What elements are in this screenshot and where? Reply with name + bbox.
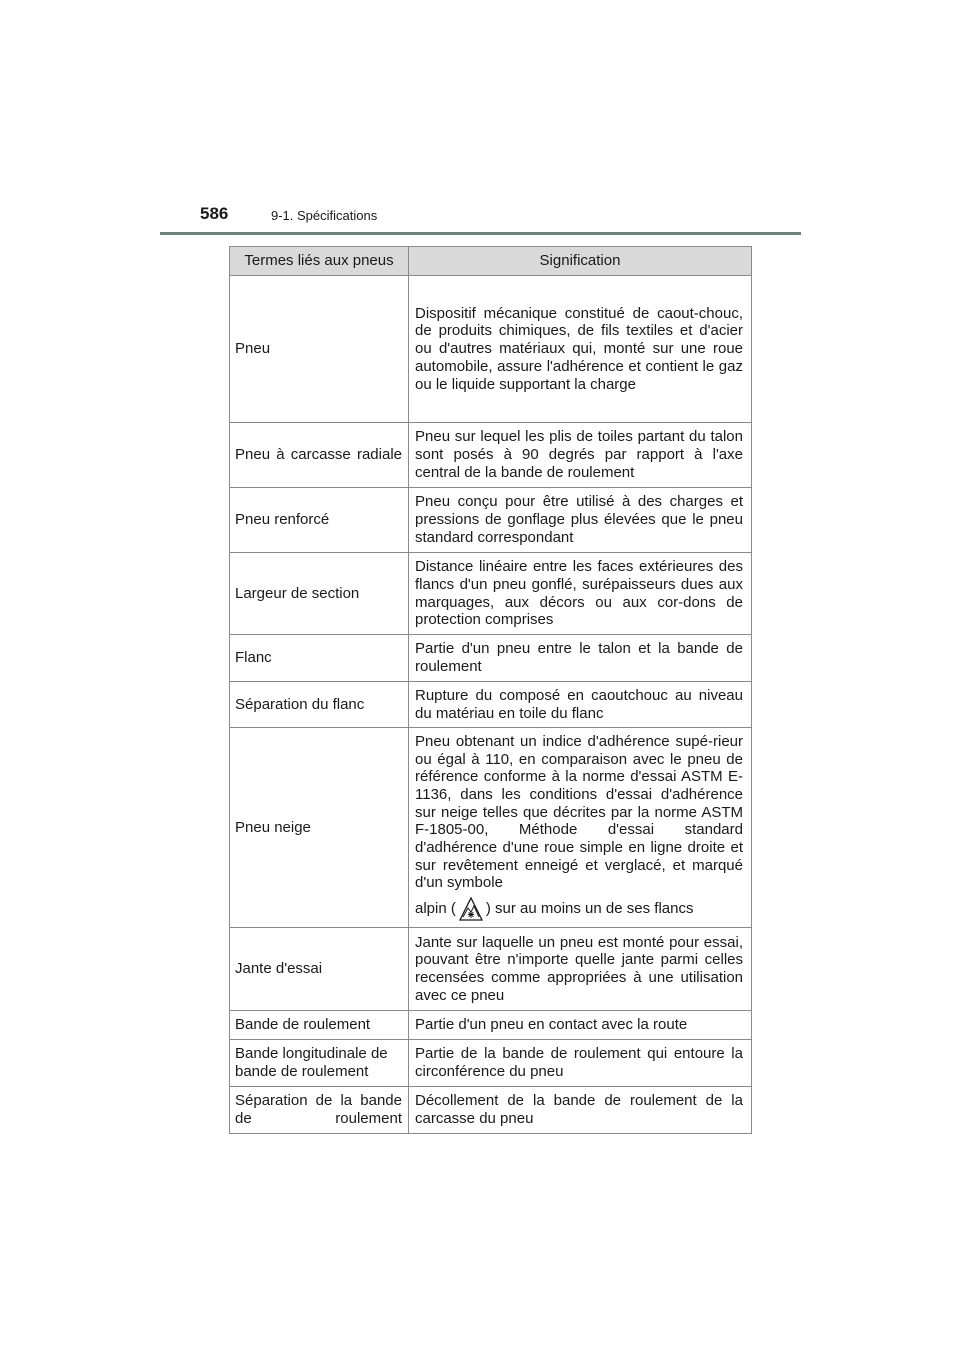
column-header-term: Termes liés aux pneus	[230, 247, 409, 276]
table-header-row	[230, 247, 752, 276]
meaning-cell: Dispositif mécanique constitué de caout-chouc, de produits chimiques, de fils textiles et d'acier ou d'autres matériaux qui, monté sur une roue automobile, assure l'adhérence et contient le gaz ou le liquide supportant la charge	[409, 276, 752, 423]
header-divider	[160, 232, 801, 235]
meaning-cell: Pneu sur lequel les plis de toiles partant du talon sont posés à 90 degrés par rapport à l'axe central de la bande de roulement	[409, 423, 752, 488]
table-row	[230, 928, 752, 1011]
table-row	[230, 553, 752, 635]
term-cell: Bande longitudinale de bande de roulement	[230, 1040, 409, 1087]
table-row	[230, 1087, 752, 1134]
column-header-meaning: Signification	[409, 247, 752, 276]
term-cell: Jante d'essai	[230, 928, 409, 1011]
term-cell: Largeur de section	[230, 553, 409, 635]
term-cell: Bande de roulement	[230, 1011, 409, 1040]
term-cell: Pneu à carcasse radiale	[230, 423, 409, 488]
alpine-snow-symbol-icon	[458, 896, 484, 922]
tire-terms-table	[229, 246, 752, 1134]
meaning-suffix: ) sur au moins un de ses flancs	[485, 900, 694, 918]
meaning-cell	[409, 728, 752, 928]
term-cell: Pneu	[230, 276, 409, 423]
term-cell: Séparation du flanc	[230, 682, 409, 728]
meaning-cell: Pneu conçu pour être utilisé à des charges et pressions de gonflage plus élevées que le pneu standard correspondant	[409, 488, 752, 553]
meaning-cell: Partie de la bande de roulement qui entoure la circonférence du pneu	[409, 1040, 752, 1087]
meaning-cell: Rupture du composé en caoutchouc au niveau du matériau en toile du flanc	[409, 682, 752, 728]
term-cell: Séparation de la bande de roulement	[230, 1087, 409, 1134]
term-cell: Pneu renforcé	[230, 488, 409, 553]
meaning-cell: Décollement de la bande de roulement de la carcasse du pneu	[409, 1087, 752, 1134]
table-row	[230, 488, 752, 553]
table-row	[230, 682, 752, 728]
meaning-text: Pneu obtenant un indice d'adhérence supé-rieur ou égal à 110, en comparaison avec le pneu de référence conforme à la norme d'essai ASTM E-1136, dans les conditions d'essai d'adhérence sur neige telles que décrites par la norme ASTM F-1805-00, Méthode d'essai standard d'adhérence d'une roue simple en ligne droite et sur revêtement enneigé et verglacé, et marqué d'un symbole	[415, 732, 743, 892]
meaning-prefix: alpin (	[415, 900, 456, 918]
term-cell: Pneu neige	[230, 728, 409, 928]
term-cell: Flanc	[230, 635, 409, 682]
meaning-cell: Partie d'un pneu en contact avec la route	[409, 1011, 752, 1040]
meaning-cell: Jante sur laquelle un pneu est monté pour essai, pouvant être n'importe quelle jante parmi celles recensées comme appropriées à une utilisation avec ce pneu	[409, 928, 752, 1011]
page-number: 586	[200, 204, 229, 223]
table-row	[230, 635, 752, 682]
section-title: 9-1. Spécifications	[271, 208, 378, 223]
meaning-cell: Distance linéaire entre les faces extérieures des flancs d'un pneu gonflé, surépaisseurs dues aux marquages, aux décors ou aux cor-dons de protection comprises	[409, 553, 752, 635]
table-row	[230, 1011, 752, 1040]
table-row	[230, 1040, 752, 1087]
meaning-cell: Partie d'un pneu entre le talon et la bande de roulement	[409, 635, 752, 682]
alpine-symbol-line	[415, 896, 743, 922]
table-row	[230, 728, 752, 928]
table-row	[230, 276, 752, 423]
table-row	[230, 423, 752, 488]
